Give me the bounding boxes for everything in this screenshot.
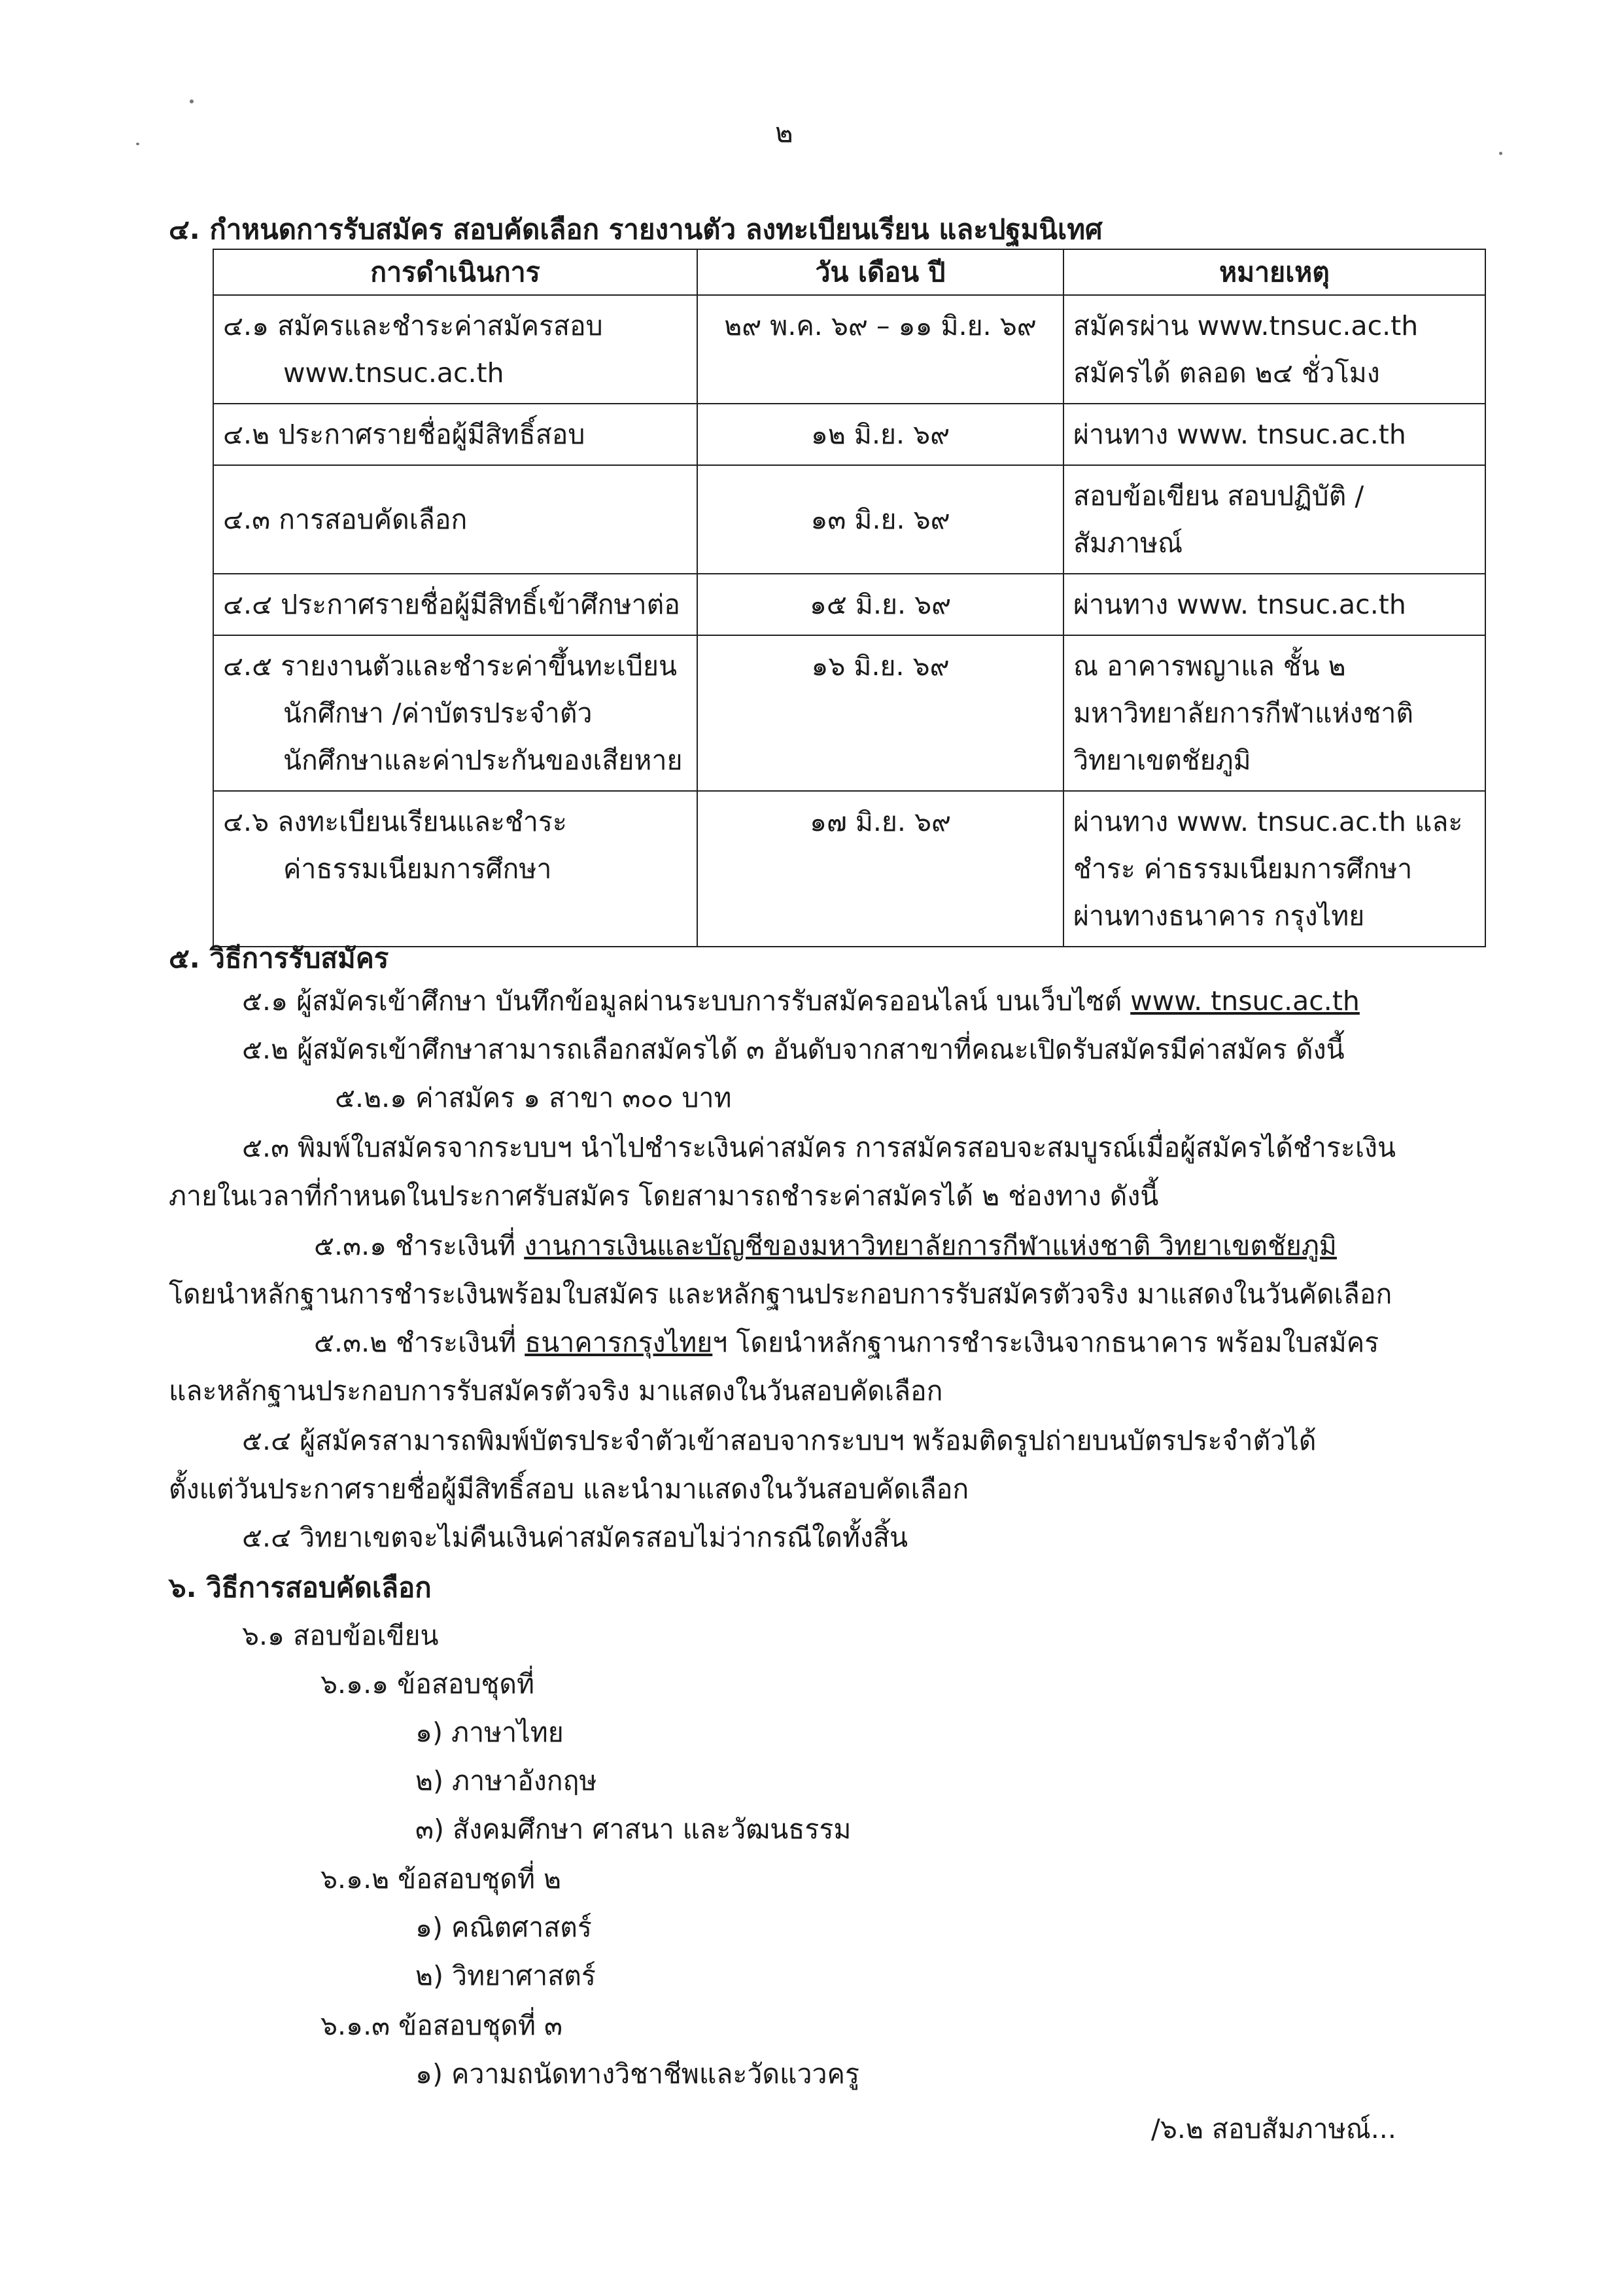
exam-set-1-title: ๖.๑.๑ ข้อสอบชุดที่ [320, 1668, 534, 1700]
website-link[interactable]: www. tnsuc.ac.th [1130, 985, 1360, 1017]
cell-line: นักศึกษา /ค่าบัตรประจำตัว [283, 697, 593, 729]
action-cell [213, 574, 697, 635]
table-row [213, 465, 1485, 574]
action-cell [213, 791, 697, 947]
column-header: หมายเหตุ [1063, 249, 1485, 295]
paragraph-5-4a-line1: ๕.๔ ผู้สมัครสามารถพิมพ์บัตรประจำตัวเข้าสอบจากระบบฯ พร้อมติดรูปถ่ายบนบัตรประจำตัวได้ [242, 1425, 1317, 1456]
date-cell: ๑๖ มิ.ย. ๖๙ [697, 635, 1063, 791]
date-cell: ๒๙ พ.ค. ๖๙ – ๑๑ มิ.ย. ๖๙ [697, 295, 1063, 404]
cell-line: www.tnsuc.ac.th [283, 357, 504, 389]
exam-set-2-title: ๖.๑.๒ ข้อสอบชุดที่ ๒ [320, 1863, 562, 1895]
scan-speck [190, 99, 194, 103]
paragraph-5-2: ๕.๒ ผู้สมัครเข้าศึกษาสามารถเลือกสมัครได้ ๓ อันดับจากสาขาที่คณะเปิดรับสมัครมีค่าสมัคร ดังนี้ [242, 1034, 1345, 1065]
cell-line: ผ่านทาง www. tnsuc.ac.th และ [1073, 806, 1463, 837]
cell-line: ๔.๖ ลงทะเบียนเรียนและชำระ [223, 806, 567, 837]
paragraph-5-2-1: ๕.๒.๑ ค่าสมัคร ๑ สาขา ๓๐๐ บาท [335, 1082, 732, 1113]
exam-subject: ๓) สังคมศึกษา ศาสนา และวัฒนธรรม [415, 1813, 852, 1845]
cell-line: สอบข้อเขียน สอบปฏิบัติ / [1073, 480, 1364, 512]
exam-subject: ๒) ภาษาอังกฤษ [415, 1765, 597, 1796]
scan-speck [1499, 152, 1502, 155]
paragraph-5-3-line1: ๕.๓ พิมพ์ใบสมัครจากระบบฯ นำไปชำระเงินค่าสมัคร การสมัครสอบจะสมบูรณ์เมื่อผู้สมัครได้ชำระเงิน [242, 1132, 1396, 1163]
note-cell [1063, 465, 1485, 574]
column-header: วัน เดือน ปี [697, 249, 1063, 295]
cell-line: ๔.๑ สมัครและชำระค่าสมัครสอบ [223, 310, 603, 342]
paragraph-5-3-2-line2: และหลักฐานประกอบการรับสมัครตัวจริง มาแสดงในวันสอบคัดเลือก [169, 1375, 943, 1407]
date-cell: ๑๕ มิ.ย. ๖๙ [697, 574, 1063, 635]
cell-line: มหาวิทยาลัยการกีฬาแห่งชาติ [1073, 697, 1414, 729]
action-cell [213, 404, 697, 465]
cell-line: ๔.๓ การสอบคัดเลือก [223, 504, 468, 535]
paragraph-text: ๕.๓.๒ ชำระเงินที่ [314, 1327, 525, 1358]
exam-subject: ๑) ภาษาไทย [415, 1717, 564, 1748]
table-row [213, 635, 1485, 791]
note-cell [1063, 404, 1485, 465]
cell-line: ชำระ ค่าธรรมเนียมการศึกษา [1073, 853, 1413, 885]
cell-line: วิทยาเขตชัยภูมิ [1073, 745, 1251, 776]
continuation-text: /๖.๒ สอบสัมภาษณ์... [1151, 2113, 1396, 2145]
paragraph-5-4b: ๕.๔ วิทยาเขตจะไม่คืนเงินค่าสมัครสอบไม่ว่ากรณีใดทั้งสิ้น [242, 1522, 908, 1553]
section-6-heading: ๖. วิธีการสอบคัดเลือก [169, 1571, 432, 1603]
scan-speck [136, 143, 139, 145]
paragraph-6-1: ๖.๑ สอบข้อเขียน [242, 1620, 439, 1651]
cell-line: ๔.๔ ประกาศรายชื่อผู้มีสิทธิ์เข้าศึกษาต่อ [223, 589, 680, 620]
paragraph-5-3-1-line2: โดยนำหลักฐานการชำระเงินพร้อมใบสมัคร และหลักฐานประกอบการรับสมัครตัวจริง มาแสดงในวันคัดเลือก [169, 1278, 1392, 1310]
cell-line: สมัครได้ ตลอด ๒๔ ชั่วโมง [1073, 357, 1380, 389]
paragraph-5-3-line2: ภายในเวลาที่กำหนดในประกาศรับสมัคร โดยสามารถชำระค่าสมัครได้ ๒ ช่องทาง ดังนี้ [169, 1180, 1159, 1212]
cell-line: ผ่านทาง www. tnsuc.ac.th [1073, 589, 1406, 620]
action-cell [213, 465, 697, 574]
exam-subject: ๑) ความถนัดทางวิชาชีพและวัดแววครู [415, 2058, 859, 2090]
cell-line: ค่าธรรมเนียมการศึกษา [283, 853, 552, 885]
section-4-heading: ๔. กำหนดการรับสมัคร สอบคัดเลือก รายงานตัว ลงทะเบียนเรียน และปฐมนิเทศ [169, 213, 1103, 245]
paragraph-5-3-2 [314, 1322, 1379, 1364]
paragraph-5-3-1 [314, 1225, 1337, 1267]
paragraph-text: ฯ โดยนำหลักฐานการชำระเงินจากธนาคาร พร้อมใบสมัคร [712, 1327, 1379, 1358]
date-cell: ๑๓ มิ.ย. ๖๙ [697, 465, 1063, 574]
date-cell: ๑๗ มิ.ย. ๖๙ [697, 791, 1063, 947]
action-cell [213, 635, 697, 791]
table-row [213, 574, 1485, 635]
table-row [213, 295, 1485, 404]
page-number: ๒ [775, 116, 793, 149]
note-cell [1063, 791, 1485, 947]
paragraph-text: ๕.๓.๑ ชำระเงินที่ [314, 1230, 525, 1261]
column-header: การดำเนินการ [213, 249, 697, 295]
cell-line: ณ อาคารพญาแล ชั้น ๒ [1073, 650, 1346, 682]
bank-name-text: ธนาคารกรุงไทย [525, 1327, 713, 1358]
table-row [213, 404, 1485, 465]
date-cell: ๑๒ มิ.ย. ๖๙ [697, 404, 1063, 465]
paragraph-text: ๕.๑ ผู้สมัครเข้าศึกษา บันทึกข้อมูลผ่านระบบการรับสมัครออนไลน์ บนเว็บไซต์ [242, 985, 1131, 1017]
cell-line: สมัครผ่าน www.tnsuc.ac.th [1073, 310, 1419, 342]
cell-line: นักศึกษาและค่าประกันของเสียหาย [283, 745, 683, 776]
paragraph-5-1 [242, 980, 1360, 1023]
finance-office-text: งานการเงินและบัญชีของมหาวิทยาลัยการกีฬาแห่งชาติ วิทยาเขตชัยภูมิ [524, 1230, 1337, 1261]
exam-set-3-title: ๖.๑.๓ ข้อสอบชุดที่ ๓ [320, 2010, 563, 2041]
cell-line: ผ่านทางธนาคาร กรุงไทย [1073, 900, 1365, 932]
table-row [213, 791, 1485, 947]
note-cell [1063, 574, 1485, 635]
section-5-heading: ๕. วิธีการรับสมัคร [169, 942, 389, 974]
exam-subject: ๑) คณิตศาสตร์ [415, 1912, 592, 1943]
cell-line: ผ่านทาง www. tnsuc.ac.th [1073, 419, 1406, 450]
table-header-row [213, 249, 1485, 295]
action-cell [213, 295, 697, 404]
exam-subject: ๒) วิทยาศาสตร์ [415, 1960, 596, 1991]
cell-line: ๔.๕ รายงานตัวและชำระค่าขึ้นทะเบียน [223, 650, 678, 682]
cell-line: สัมภาษณ์ [1073, 527, 1183, 559]
note-cell [1063, 295, 1485, 404]
paragraph-5-4a-line2: ตั้งแต่วันประกาศรายชื่อผู้มีสิทธิ์สอบ และนำมาแสดงในวันสอบคัดเลือก [169, 1473, 969, 1505]
schedule-table [213, 249, 1486, 947]
note-cell [1063, 635, 1485, 791]
cell-line: ๔.๒ ประกาศรายชื่อผู้มีสิทธิ์สอบ [223, 419, 585, 450]
